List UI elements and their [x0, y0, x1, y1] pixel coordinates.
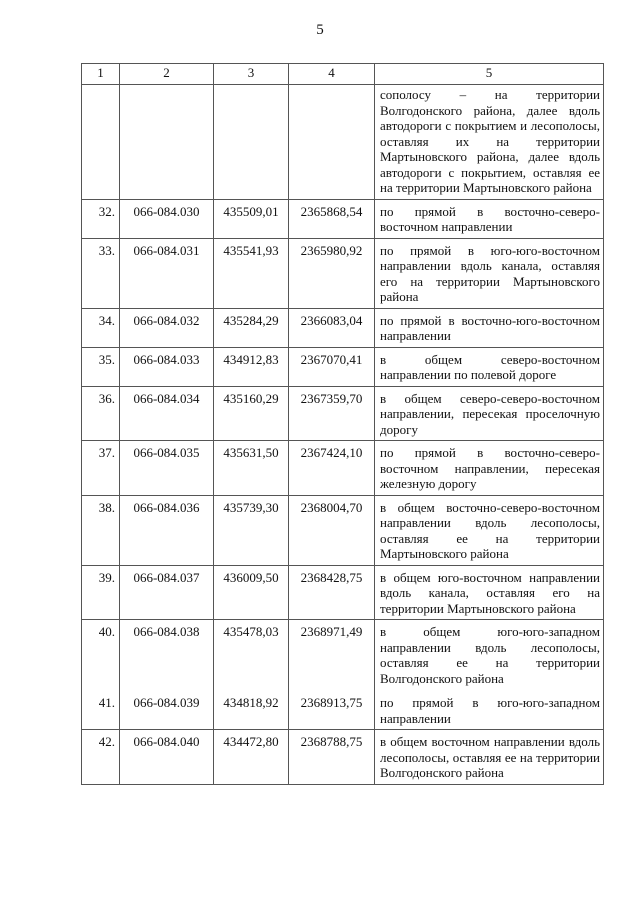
table-row	[82, 238, 604, 308]
row-x-coordinate: 435739,30	[214, 495, 289, 565]
table-header-row	[82, 64, 604, 85]
row-y-coordinate: 2368004,70	[289, 495, 375, 565]
row-number: 32.	[82, 199, 120, 238]
table-row	[82, 565, 604, 620]
row-description: по прямой в восточно-юго-восточном направлении	[375, 308, 604, 347]
row-point-code: 066-084.032	[120, 308, 214, 347]
column-header: 3	[214, 64, 289, 85]
row-number: 38.	[82, 495, 120, 565]
table-row	[82, 386, 604, 441]
row-description: по прямой в восточно-северо-восточном направлении, пересекая железную дорогу	[375, 441, 604, 496]
column-header: 2	[120, 64, 214, 85]
row-x-coordinate: 435509,01	[214, 199, 289, 238]
row-number: 41.	[82, 689, 120, 730]
row-description: в общем северо-восточном направлении по полевой дороге	[375, 347, 604, 386]
column-header: 4	[289, 64, 375, 85]
row-description: по прямой в юго-юго-восточном направлении вдоль канала, оставляя его на территории Мартыновского района	[375, 238, 604, 308]
row-point-code: 066-084.033	[120, 347, 214, 386]
table-row-continuation	[82, 85, 604, 200]
table-row	[82, 730, 604, 785]
row-point-code: 066-084.037	[120, 565, 214, 620]
row-number: 33.	[82, 238, 120, 308]
table-row	[82, 199, 604, 238]
row-number: 34.	[82, 308, 120, 347]
row-point-code: 066-084.031	[120, 238, 214, 308]
row-x-coordinate: 435160,29	[214, 386, 289, 441]
row-x-coordinate: 435284,29	[214, 308, 289, 347]
table-row	[82, 620, 604, 690]
table-row	[82, 308, 604, 347]
boundary-table	[81, 63, 604, 785]
table-row	[82, 689, 604, 730]
row-description: по прямой в юго-юго-западном направлении	[375, 689, 604, 730]
row-point-code: 066-084.036	[120, 495, 214, 565]
row-number: 40.	[82, 620, 120, 690]
row-description: в общем восточно-северо-восточном направлении вдоль лесополосы, оставляя ее на территории Мартыновского района	[375, 495, 604, 565]
row-y-coordinate: 2368428,75	[289, 565, 375, 620]
row-number: 39.	[82, 565, 120, 620]
table-row	[82, 441, 604, 496]
row-x-coordinate: 434818,92	[214, 689, 289, 730]
row-number: 42.	[82, 730, 120, 785]
row-description: в общем северо-северо-восточном направлении, пересекая проселочную дорогу	[375, 386, 604, 441]
row-number: 37.	[82, 441, 120, 496]
row-point-code: 066-084.040	[120, 730, 214, 785]
column-header: 5	[375, 64, 604, 85]
row-x-coordinate: 435478,03	[214, 620, 289, 690]
table-row	[82, 347, 604, 386]
row-number: 35.	[82, 347, 120, 386]
row-y-coordinate: 2368971,49	[289, 620, 375, 690]
row-point-code: 066-084.039	[120, 689, 214, 730]
row-number: 36.	[82, 386, 120, 441]
page-number: 5	[316, 22, 324, 38]
row-point-code: 066-084.038	[120, 620, 214, 690]
row-x-coordinate: 434912,83	[214, 347, 289, 386]
row-point-code: 066-084.034	[120, 386, 214, 441]
row-y-coordinate: 2368788,75	[289, 730, 375, 785]
row-point-code: 066-084.035	[120, 441, 214, 496]
row-point-code: 066-084.030	[120, 199, 214, 238]
row-y-coordinate: 2366083,04	[289, 308, 375, 347]
table-row	[82, 495, 604, 565]
row-x-coordinate: 435631,50	[214, 441, 289, 496]
row-description: в общем восточном направлении вдоль лесополосы, оставляя ее на территории Волгодонского района	[375, 730, 604, 785]
row-x-coordinate: 434472,80	[214, 730, 289, 785]
row-y-coordinate: 2365868,54	[289, 199, 375, 238]
row-x-coordinate: 435541,93	[214, 238, 289, 308]
row-x-coordinate: 436009,50	[214, 565, 289, 620]
row-description: в общем юго-восточном направлении вдоль канала, оставляя его на территории Мартыновского района	[375, 565, 604, 620]
row-y-coordinate: 2367070,41	[289, 347, 375, 386]
row-y-coordinate: 2367359,70	[289, 386, 375, 441]
row-description: в общем юго-юго-западном направлении вдоль лесополосы, оставляя ее на территории Волгодонского района	[375, 620, 604, 690]
row-description: по прямой в восточно-северо-восточном направлении	[375, 199, 604, 238]
row-y-coordinate: 2367424,10	[289, 441, 375, 496]
row-y-coordinate: 2368913,75	[289, 689, 375, 730]
column-header: 1	[82, 64, 120, 85]
row-y-coordinate: 2365980,92	[289, 238, 375, 308]
row-description: сополосу – на территории Волгодонского района, далее вдоль автодороги с покрытием и лесополосы, оставляя их на территории Мартыновского района, далее вдоль автодороги с покрытием, оставляя ее на территории Мартыновского района	[375, 85, 604, 200]
